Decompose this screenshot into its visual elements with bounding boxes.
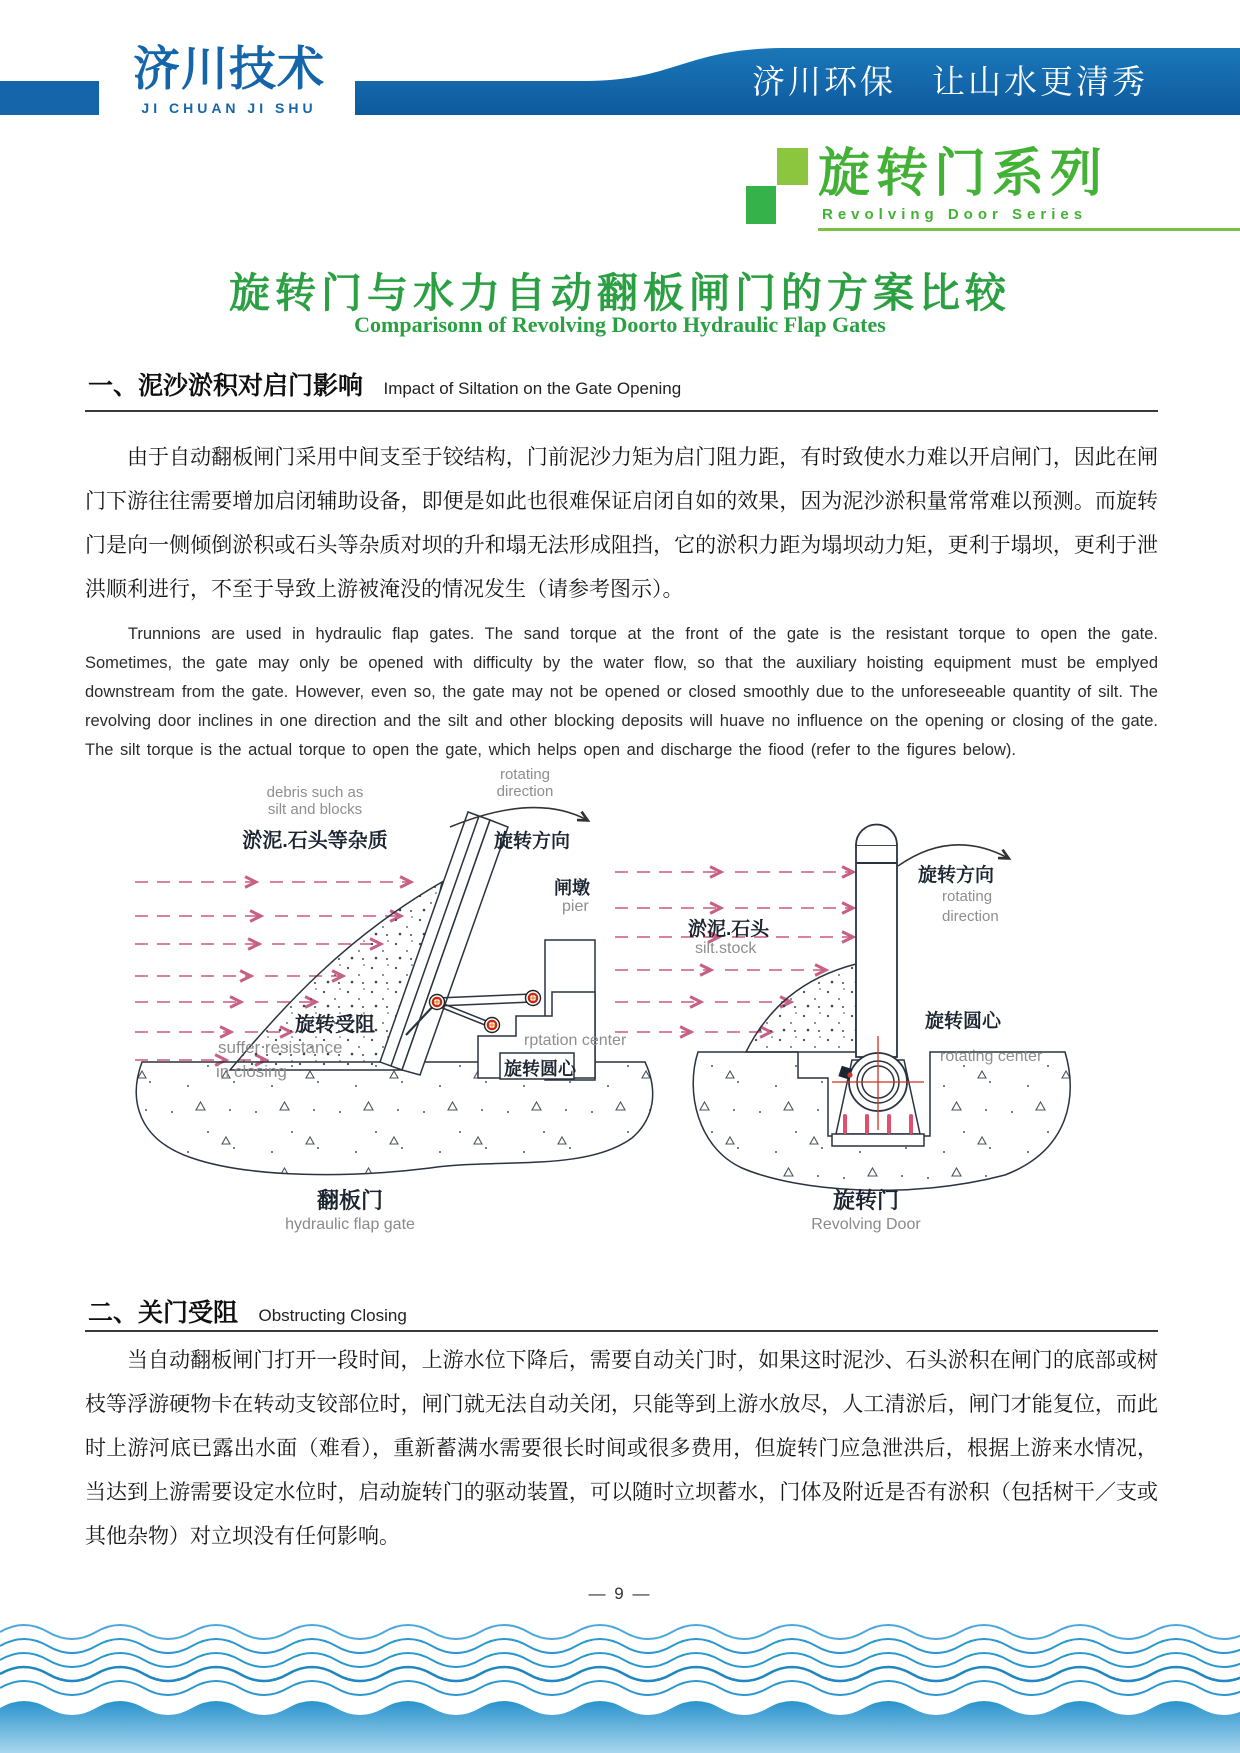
series-title-en: Revolving Door Series: [822, 206, 1088, 223]
series-underline: [818, 228, 1240, 231]
caption-revolving-door-en: Revolving Door: [811, 1216, 921, 1233]
label-debris-en: debris such as silt and blocks: [266, 784, 364, 818]
label-resist-en1: suffer resistance: [218, 1038, 343, 1057]
label-silt-en: silt.stock: [695, 940, 757, 957]
logo-text-cn: 济川技术: [133, 42, 325, 95]
label-resist-cn: 旋转受阻: [295, 1014, 375, 1036]
section1-heading: [88, 366, 1163, 402]
header-slogan: 济川环保 让山水更清秀: [752, 63, 1148, 100]
label-rotation-center-left-en: rptation center: [524, 1032, 627, 1049]
label-rotating-left-en: rotating direction: [496, 766, 554, 800]
company-logo: [100, 40, 358, 116]
label-silt-cn: 淤泥.石头: [688, 919, 770, 940]
section2-heading-en: Obstructing Closing: [258, 1306, 407, 1325]
label-rotating-left-cn: 旋转方向: [494, 831, 571, 852]
header-left-bar: [0, 81, 99, 115]
comparison-diagram: [80, 766, 1170, 1275]
footer-wave-decoration: [0, 1620, 1240, 1753]
label-rotation-center-right-en: rotating center: [940, 1048, 1043, 1065]
label-pier-cn: 闸墩: [554, 878, 590, 898]
page-title-cn: 旋转门与水力自动翻板闸门的方案比较: [229, 270, 1011, 316]
series-logo-square-light: [777, 148, 808, 185]
page-number: — 9 —: [588, 1584, 652, 1603]
label-rotating-right-en2: direction: [942, 908, 999, 925]
label-pier-en: pier: [562, 898, 589, 915]
caption-revolving-door-cn: 旋转门: [832, 1188, 899, 1213]
section1-heading-cn: 一、泥沙淤积对启门影响: [88, 372, 364, 400]
logo-text-en: JI CHUAN JI SHU: [141, 100, 317, 116]
section2-heading: [88, 1293, 1163, 1329]
series-logo-square-dark: [746, 186, 776, 224]
caption-flap-gate-cn: 翻板门: [316, 1188, 383, 1213]
section1-paragraph-en: Trunnions are used in hydraulic flap gates. The sand torque at the front of the gate is the resistant torque to open the gate. Sometimes, the gate may only be opened with difficulty by the water flow, so that the auxiliary hoisting equipment must be emplyed downstream from the gate. However, even so, the gate may not be opened or closed smoothly due to the unforeseeable quantity of silt. The revolving door inclines in one direction and the silt and other blocking deposits will huave no influence on the opening or closing of the gate. The silt torque is the actual torque to open the gate, which helps open and discharge the fiood (refer to the figures below).: [85, 625, 1158, 759]
page-title-en: Comparisonn of Revolving Doorto Hydraulic Flap Gates: [354, 312, 886, 337]
section1-heading-en: Impact of Siltation on the Gate Opening: [383, 379, 682, 398]
section2-heading-cn: 二、关门受阻: [88, 1299, 239, 1327]
caption-flap-gate-en: hydraulic flap gate: [285, 1216, 415, 1233]
section2-paragraph-cn: 当自动翻板闸门打开一段时间，上游水位下降后，需要自动关门时，如果这时泥沙、石头淤积在闸门的底部或树枝等浮游硬物卡在转动支铰部位时，闸门就无法自动关闭，只能等到上游水放尽，人工清淤后，闸门才能复位，而此时上游河底已露出水面（难看），重新蓄满水需要很长时间或很多费用，但旋转门应急泄洪后，根据上游来水情况，当达到上游需要设定水位时，启动旋转门的驱动装置，可以随时立坝蓄水，门体及附近是否有淤积（包括树干／支或其他杂物）对立坝没有任何影响。: [85, 1349, 1158, 1548]
label-rotation-center-left-cn: 旋转圆心: [504, 1059, 576, 1079]
label-rotation-center-right-cn: 旋转圆心: [925, 1011, 1002, 1032]
section2-rule: [85, 1330, 1158, 1332]
section1-paragraph-cn: 由于自动翻板闸门采用中间支至于铰结构，门前泥沙力矩为启门阻力距，有时致使水力难以开启闸门，因此在闸门下游往往需要增加启闭辅助设备，即便是如此也很难保证启闭自如的效果，因为泥沙淤积量常常难以预测。而旋转门是向一侧倾倒淤积或石头等杂质对坝的升和塌无法形成阻挡，它的淤积力距为塌坝动力矩，更利于塌坝，更利于泄洪顺利进行，不至于导致上游被淹没的情况发生（请参考图示）。: [85, 446, 1158, 601]
label-rotating-right-en1: rotating: [942, 888, 993, 905]
label-resist-en2: in closing: [216, 1062, 287, 1081]
section1-rule: [85, 410, 1158, 412]
series-title-cn: 旋转门系列: [818, 145, 1109, 203]
label-rotating-right-cn: 旋转方向: [918, 865, 995, 886]
label-debris-cn: 淤泥.石头等杂质: [242, 830, 388, 852]
